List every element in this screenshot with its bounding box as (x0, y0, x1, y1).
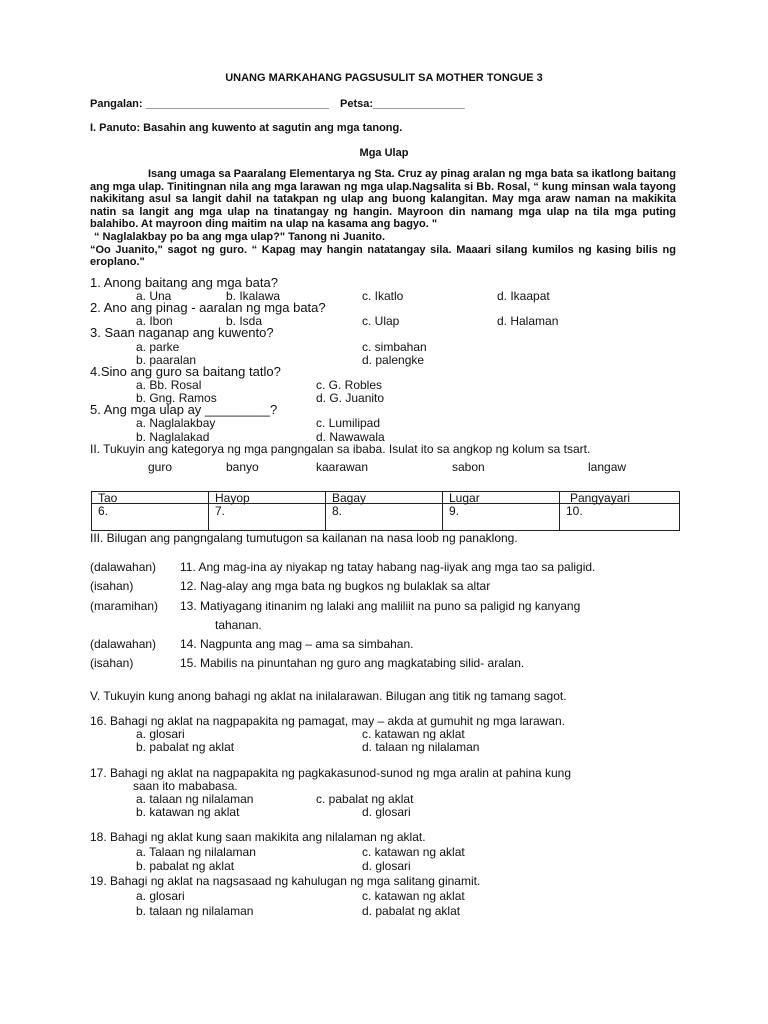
question-17-continued: saan ito mababasa. (133, 779, 238, 793)
choice-17d: d. glosari (362, 805, 411, 819)
question-17: 17. Bahagi ng aklat na nagpapakita ng pagkakasunod-sunod ng mga aralin at pahina kung (90, 766, 572, 780)
word-langaw: langaw (588, 460, 627, 474)
choice-2b: b. Isda (226, 314, 263, 328)
choice-1d: d. Ikaapat (497, 289, 550, 303)
table-header-lugar: Lugar (442, 491, 560, 504)
item-15-tag: (isahan) (90, 656, 134, 670)
table-header-tao: Tao (91, 491, 209, 504)
item-11-tag: (dalawahan) (90, 560, 157, 574)
question-1: 1. Anong baitang ang mga bata? (90, 275, 278, 290)
choice-19c: c. katawan ng aklat (362, 889, 465, 903)
question-18: 18. Bahagi ng aklat kung saan makikita ang nilalaman ng aklat. (90, 830, 426, 844)
choice-4a: a. Bb. Rosal (136, 378, 202, 392)
item-15-text: 15. Mabilis na pinuntahan ng guro ang magkatabing silid- aralan. (180, 656, 525, 670)
choice-2a: a. Ibon (136, 314, 173, 328)
story-title: Mga Ulap (359, 147, 409, 159)
choice-18b: b. pabalat ng aklat (136, 859, 235, 873)
item-13-text: 13. Matiyagang itinanim ng lalaki ang maliliit na puno sa paligid ng kanyang (180, 599, 581, 613)
section3-directions: III. Bilugan ang pangngalang tumutugon sa kailanan na nasa loob ng panaklong. (90, 531, 518, 545)
item-13-text-continued: tahanan. (215, 618, 262, 632)
question-3: 3. Saan naganap ang kuwento? (90, 325, 274, 340)
choice-19d: d. pabalat ng aklat (362, 904, 461, 918)
item-13-tag: (maramihan) (90, 599, 159, 613)
table-cell-8: 8. (325, 503, 443, 531)
choice-18d: d. glosari (362, 859, 411, 873)
choice-4c: c. G. Robles (316, 378, 383, 392)
question-2: 2. Ano ang pinag - aaralan ng mga bata? (90, 300, 326, 315)
choice-17a: a. talaan ng nilalaman (136, 792, 254, 806)
choice-5b: b. Naglalakad (136, 430, 210, 444)
table-cell-7: 7. (208, 503, 326, 531)
story-line-teacher-answer: “Oo Juanito," sagot ng guro. “ Kapag may hangin natatangay sila. Maaari silang kumilos ng kasing bilis ng eroplano." (90, 243, 676, 269)
choice-1a: a. Una (136, 289, 172, 303)
section5-directions: V. Tukuyin kung anong bahagi ng aklat na inilalarawan. Bilugan ang titik ng tamang sagot. (90, 689, 567, 703)
question-16: 16. Bahagi ng aklat na nagpapakita ng pamagat, may – akda at gumuhit ng mga larawan. (90, 714, 565, 728)
choice-3a: a. parke (136, 340, 180, 354)
item-14-text: 14. Nagpunta ang mag – ama sa simbahan. (180, 637, 414, 651)
word-kaarawan: kaarawan (316, 460, 369, 474)
word-guro: guro (148, 460, 173, 474)
story-line-juanito-question: “ Naglalakbay po ba ang mga ulap?" Tanong ni Juanito. (94, 230, 386, 243)
item-12-tag: (isahan) (90, 579, 134, 593)
choice-19a: a. glosari (136, 889, 185, 903)
choice-1c: c. Ikatlo (362, 289, 404, 303)
choice-3d: d. palengke (362, 353, 425, 367)
category-table (91, 491, 680, 531)
choice-3b: b. paaralan (136, 353, 197, 367)
choice-4d: d. G. Juanito (316, 391, 385, 405)
choice-5a: a. Naglalakbay (136, 416, 216, 430)
table-header-pangyayari: Pangyayari (559, 491, 680, 504)
choice-1b: b. Ikalawa (226, 289, 281, 303)
choice-18c: c. katawan ng aklat (362, 845, 465, 859)
table-cell-6: 6. (91, 503, 209, 531)
choice-5d: d. Nawawala (316, 430, 385, 444)
date-field-label: Petsa:_______________ (340, 98, 465, 110)
word-sabon: sabon (452, 460, 485, 474)
choice-16b: b. pabalat ng aklat (136, 740, 235, 754)
choice-19b: b. talaan ng nilalaman (136, 904, 254, 918)
choice-18a: a. Talaan ng nilalaman (136, 845, 256, 859)
choice-16d: d. talaan ng nilalaman (362, 740, 480, 754)
section2-directions: II. Tukuyin ang kategorya ng mga pangngalan sa ibaba. Isulat ito sa angkop ng kolum sa tsart. (90, 442, 591, 456)
story-text (90, 168, 676, 269)
table-header-bagay: Bagay (325, 491, 443, 504)
table-header-hayop: Hayop (208, 491, 326, 504)
table-cell-10: 10. (559, 503, 680, 531)
choice-17c: c. pabalat ng aklat (316, 792, 414, 806)
name-field-label: Pangalan: ______________________________ (90, 98, 330, 110)
choice-16a: a. glosari (136, 727, 185, 741)
choice-5c: c. Lumilipad (316, 416, 381, 430)
choice-16c: c. katawan ng aklat (362, 727, 465, 741)
item-11-text: 11. Ang mag-ina ay niyakap ng tatay habang nag-iiyak ang mga tao sa paligid. (180, 560, 596, 574)
choice-2c: c. Ulap (362, 314, 400, 328)
choice-4b: b. Gng. Ramos (136, 391, 217, 405)
item-12-text: 12. Nag-alay ang mga bata ng bugkos ng bulaklak sa altar (180, 579, 491, 593)
question-19: 19. Bahagi ng aklat na nagsasaad ng kahulugan ng mga salitang ginamit. (90, 874, 481, 888)
page-title: UNANG MARKAHANG PAGSUSULIT SA MOTHER TONGUE 3 (225, 72, 543, 84)
section1-directions: I. Panuto: Basahin ang kuwento at sagutin ang mga tanong. (90, 122, 403, 134)
item-14-tag: (dalawahan) (90, 637, 157, 651)
choice-3c: c. simbahan (362, 340, 427, 354)
choice-17b: b. katawan ng aklat (136, 805, 240, 819)
choice-2d: d. Halaman (497, 314, 559, 328)
question-5: 5. Ang mga ulap ay _________? (90, 402, 278, 417)
question-4: 4.Sino ang guro sa baitang tatlo? (90, 364, 281, 379)
word-banyo: banyo (226, 460, 259, 474)
table-cell-9: 9. (442, 503, 560, 531)
story-paragraph: Isang umaga sa Paaralang Elementarya ng Sta. Cruz ay pinag aralan ng mga bata sa ikatlong baitang ang mga ulap. Tinitingnan nila ang mga larawan ng mga ulap.Nagsalita si Bb. Rosal, “ kung minsan wala tayong nakikitang asul sa langit dahil na tatakpan ng ulap ang buong kalangitan. May mga araw naman na makikita natin sa langit ang mga ulap na tinatangay ng hangin. Mayroon din namang mga ulap na tila mga puting balahibo. At mayroon ding maitim na ulap na kasama ang bagyo. " (90, 168, 676, 231)
